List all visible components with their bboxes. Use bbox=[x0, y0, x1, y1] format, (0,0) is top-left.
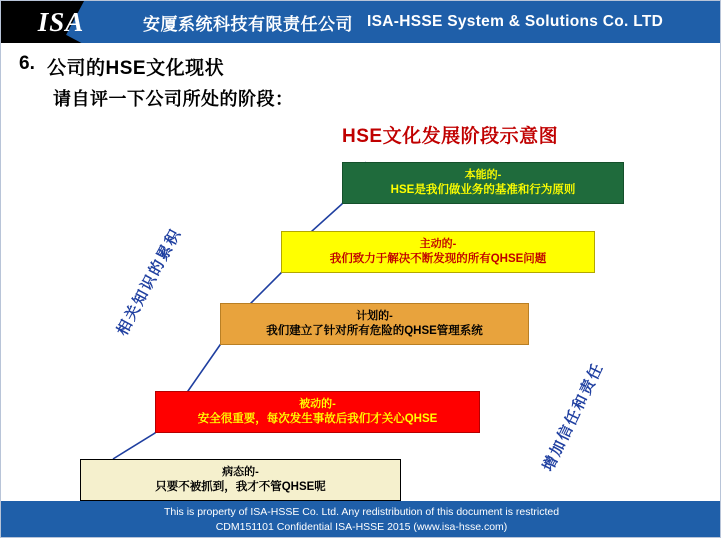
header-title-group bbox=[121, 10, 721, 35]
stage-box-proactive[interactable] bbox=[281, 231, 595, 273]
header-title-chinese: 安厦系统科技有限责任公司 bbox=[143, 14, 353, 34]
slide-header bbox=[1, 1, 721, 43]
stage-label-desc: 我们建立了针对所有危险的QHSE管理系统 bbox=[266, 324, 483, 337]
stage-box-reactive[interactable] bbox=[155, 391, 480, 433]
bullet-number: 6. bbox=[19, 53, 35, 74]
stage-label-desc: HSE是我们做业务的基准和行为原则 bbox=[390, 183, 576, 196]
stage-label-title: 被动的- bbox=[299, 397, 336, 410]
stage-label-desc: 只要不被抓到，我才不管QHSE呢 bbox=[155, 480, 326, 493]
stage-label-desc: 安全很重要，每次发生事故后我们才关心QHSE bbox=[197, 412, 438, 425]
stage-box-pathological[interactable] bbox=[80, 459, 401, 501]
logo-text: ISA bbox=[37, 6, 85, 37]
stage-label-title: 主动的- bbox=[419, 237, 457, 250]
stage-label-desc: 我们致力于解决不断发现的所有QHSE问题 bbox=[329, 252, 547, 265]
stage-box-generative[interactable] bbox=[342, 162, 624, 204]
footer-line-2: CDM151101 Confidential ISA-HSSE 2015 (www.isa-hsse.com) bbox=[215, 521, 508, 534]
footer-line-1: This is property of ISA-HSSE Co. Ltd. Any redistribution of this document is restricted bbox=[163, 506, 560, 518]
axis-label-trust: 增加信任和责任 bbox=[539, 359, 608, 475]
stage-label-title: 计划的- bbox=[356, 309, 393, 322]
stage-label-title: 本能的- bbox=[464, 168, 502, 181]
page-title: 公司的HSE文化现状 bbox=[47, 58, 225, 79]
axis-label-knowledge: 相关知识的累积 bbox=[113, 225, 185, 339]
chart-title: HSE文化发展阶段示意图 bbox=[342, 126, 559, 147]
slide-footer bbox=[1, 501, 721, 537]
stage-box-calculative[interactable] bbox=[220, 303, 529, 345]
header-title-english: ISA-HSSE System & Solutions Co. LTD bbox=[367, 13, 664, 30]
sub-heading: 请自评一下公司所处的阶段： bbox=[53, 89, 294, 109]
stage-label-title: 病态的- bbox=[222, 465, 259, 478]
company-logo bbox=[1, 1, 121, 43]
